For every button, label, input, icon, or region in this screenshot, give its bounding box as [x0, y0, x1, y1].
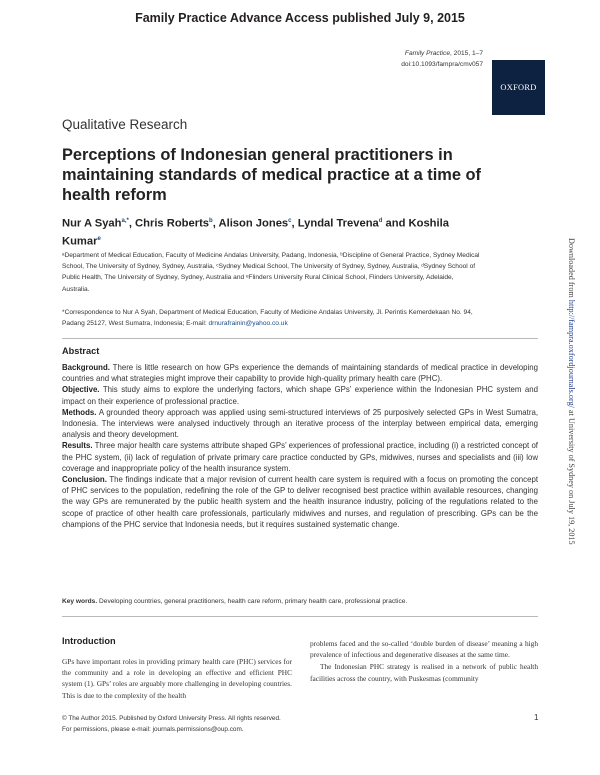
author-name[interactable]: Lyndal Trevena	[297, 217, 379, 230]
keywords-label: Key words.	[62, 598, 98, 605]
introduction-paragraph: The Indonesian PHC strategy is realised in a network of public health facilities across the country, with Puskesmas (community	[310, 662, 538, 683]
article-type: Qualitative Research	[62, 117, 188, 132]
abstract-results: Results. Three major health care systems attribute shaped GPs’ experiences of professional practice, including (i) a restricted concept of the PHC system, (ii) lack of regulation of private primary care practice conducted by GPs, midwives, nurses and specialists and (iii) low coverage and inappropriate policy of the health insurance system.	[62, 441, 538, 473]
abstract-methods: Methods. A grounded theory approach was applied using semi-structured interviews of 25 purposively selected GPs in West Sumatra, Indonesia. The interviews were analysed inductively through an iterative process of the interplay between empirical data, emerging analysis and theory development.	[62, 407, 538, 440]
journal-site-link[interactable]: http://fampra.oxfordjournals.org/	[567, 299, 576, 408]
correspondence-text: *Correspondence to Nur A Syah, Department of Medical Education, Faculty of Medicine Andalas University, Jl. Perintis Kemerdekaan No. 94, Padang 25127, West Sumatra, Indonesia; E-mail:	[62, 309, 473, 328]
permissions-line: For permissions, please e-mail: journals.permissions@oup.com.	[62, 726, 244, 734]
download-watermark: Downloaded from http://fampra.oxfordjournals.org/ at University of Sydney on July 19, 2015	[567, 238, 576, 545]
correspondence	[62, 307, 482, 329]
doi[interactable]: doi:10.1093/fampra/cmv057	[401, 61, 483, 68]
copyright-line: © The Author 2015. Published by Oxford University Press. All rights reserved.	[62, 715, 281, 722]
keywords-text: Developing countries, general practitioners, health care reform, primary health care, professional practice.	[99, 598, 408, 605]
abstract-body	[62, 362, 538, 530]
author-affiliation-mark: d	[378, 218, 383, 224]
author-name[interactable]: Nur A Syah	[62, 217, 122, 230]
article-title: Perceptions of Indonesian general practitioners in maintaining standards of medical practice at a time of health reform	[62, 146, 481, 204]
correspondence-email-link[interactable]: drnurafrainin@yahoo.co.uk	[208, 320, 288, 328]
introduction-right-column	[310, 638, 538, 684]
oxford-logo-text: OXFORD	[500, 83, 537, 92]
abstract-objective: Objective. This study aims to explore the underlying factors, which shape GPs’ experience within the Indonesian PHC system and impact on their experience of professional practice.	[62, 385, 538, 406]
introduction-heading: Introduction	[62, 636, 116, 646]
author-name[interactable]: Koshila Kumar	[62, 217, 449, 248]
abstract-background: Background. There is little research on how GPs experience the demands of maintaining standards of medical practice in developing countries and what strategies might improve their capability to provide high-quality primary health care (PHC).	[62, 363, 538, 384]
author-affiliation-mark: e	[97, 235, 101, 242]
affiliations: ᵃDepartment of Medical Education, Faculty of Medicine Andalas University, Padang, Indonesia, ᵇDiscipline of General Practice, Sydney Medical School, The University of Sydney, Sydney, Australia, ᶜSydney Medical School, The University of Sydney, Sydney, Australia, ᵈSydney School of Public Health, The University of Sydney, Sydney, Australia and ᵉFlinders University Rural Clinical School, Flinders University, Adelaide, Australia.	[62, 252, 480, 293]
abstract-heading: Abstract	[62, 346, 100, 356]
introduction-left-column: GPs have important roles in providing primary health care (PHC) services for the community and a role in developing an effective and efficient PHC system (1). GPs’ roles are arguably more challenging in developing countries. This is due to the complexity of the health	[62, 657, 292, 700]
introduction-paragraph: problems faced and the so-called ‘double burden of disease’ meaning a high prevalence of infectious and degenerative diseases at the same time.	[310, 639, 538, 660]
journal-citation	[401, 48, 483, 70]
journal-volume-info: , 2015, 1–7	[450, 50, 483, 57]
abstract-top-divider	[62, 338, 538, 339]
author-affiliation-mark: c	[288, 218, 292, 224]
advance-access-banner: Family Practice Advance Access published July 9, 2015	[135, 11, 465, 25]
author-name[interactable]: Alison Jones	[218, 217, 289, 230]
page-number: 1	[534, 713, 539, 722]
abstract-conclusion: Conclusion. The findings indicate that a major revision of current health care system is required with a focus on promoting the concept of PHC services to the population, redefining the role of the GP to deliver recognised best practice within available resources, changing the way GPs are remunerated by the public health system and the health insurance industry, policing of the regulations related to the scope of practice of other health care professionals, particularly midwives and nurses, and regulation of prescribing. GPs can be the champions of the PHC service that Indonesia needs, but it requires sustained systematic change.	[62, 475, 538, 529]
abstract-bottom-divider	[62, 616, 538, 617]
copyright-footer	[62, 713, 482, 735]
author-affiliation-mark: b	[209, 218, 213, 224]
oxford-logo	[492, 60, 545, 115]
author-list: Nur A Syah$^{a,*}$, Chris Roberts$^b$, Alison Jones$^c$, Lyndal Trevena$^d$ and Koshila Kumar$^e$	[62, 217, 449, 248]
keywords	[62, 598, 538, 605]
author-name[interactable]: Chris Roberts	[135, 217, 210, 230]
journal-name: Family Practice	[404, 50, 450, 57]
author-affiliation-mark: a,*	[121, 218, 129, 224]
